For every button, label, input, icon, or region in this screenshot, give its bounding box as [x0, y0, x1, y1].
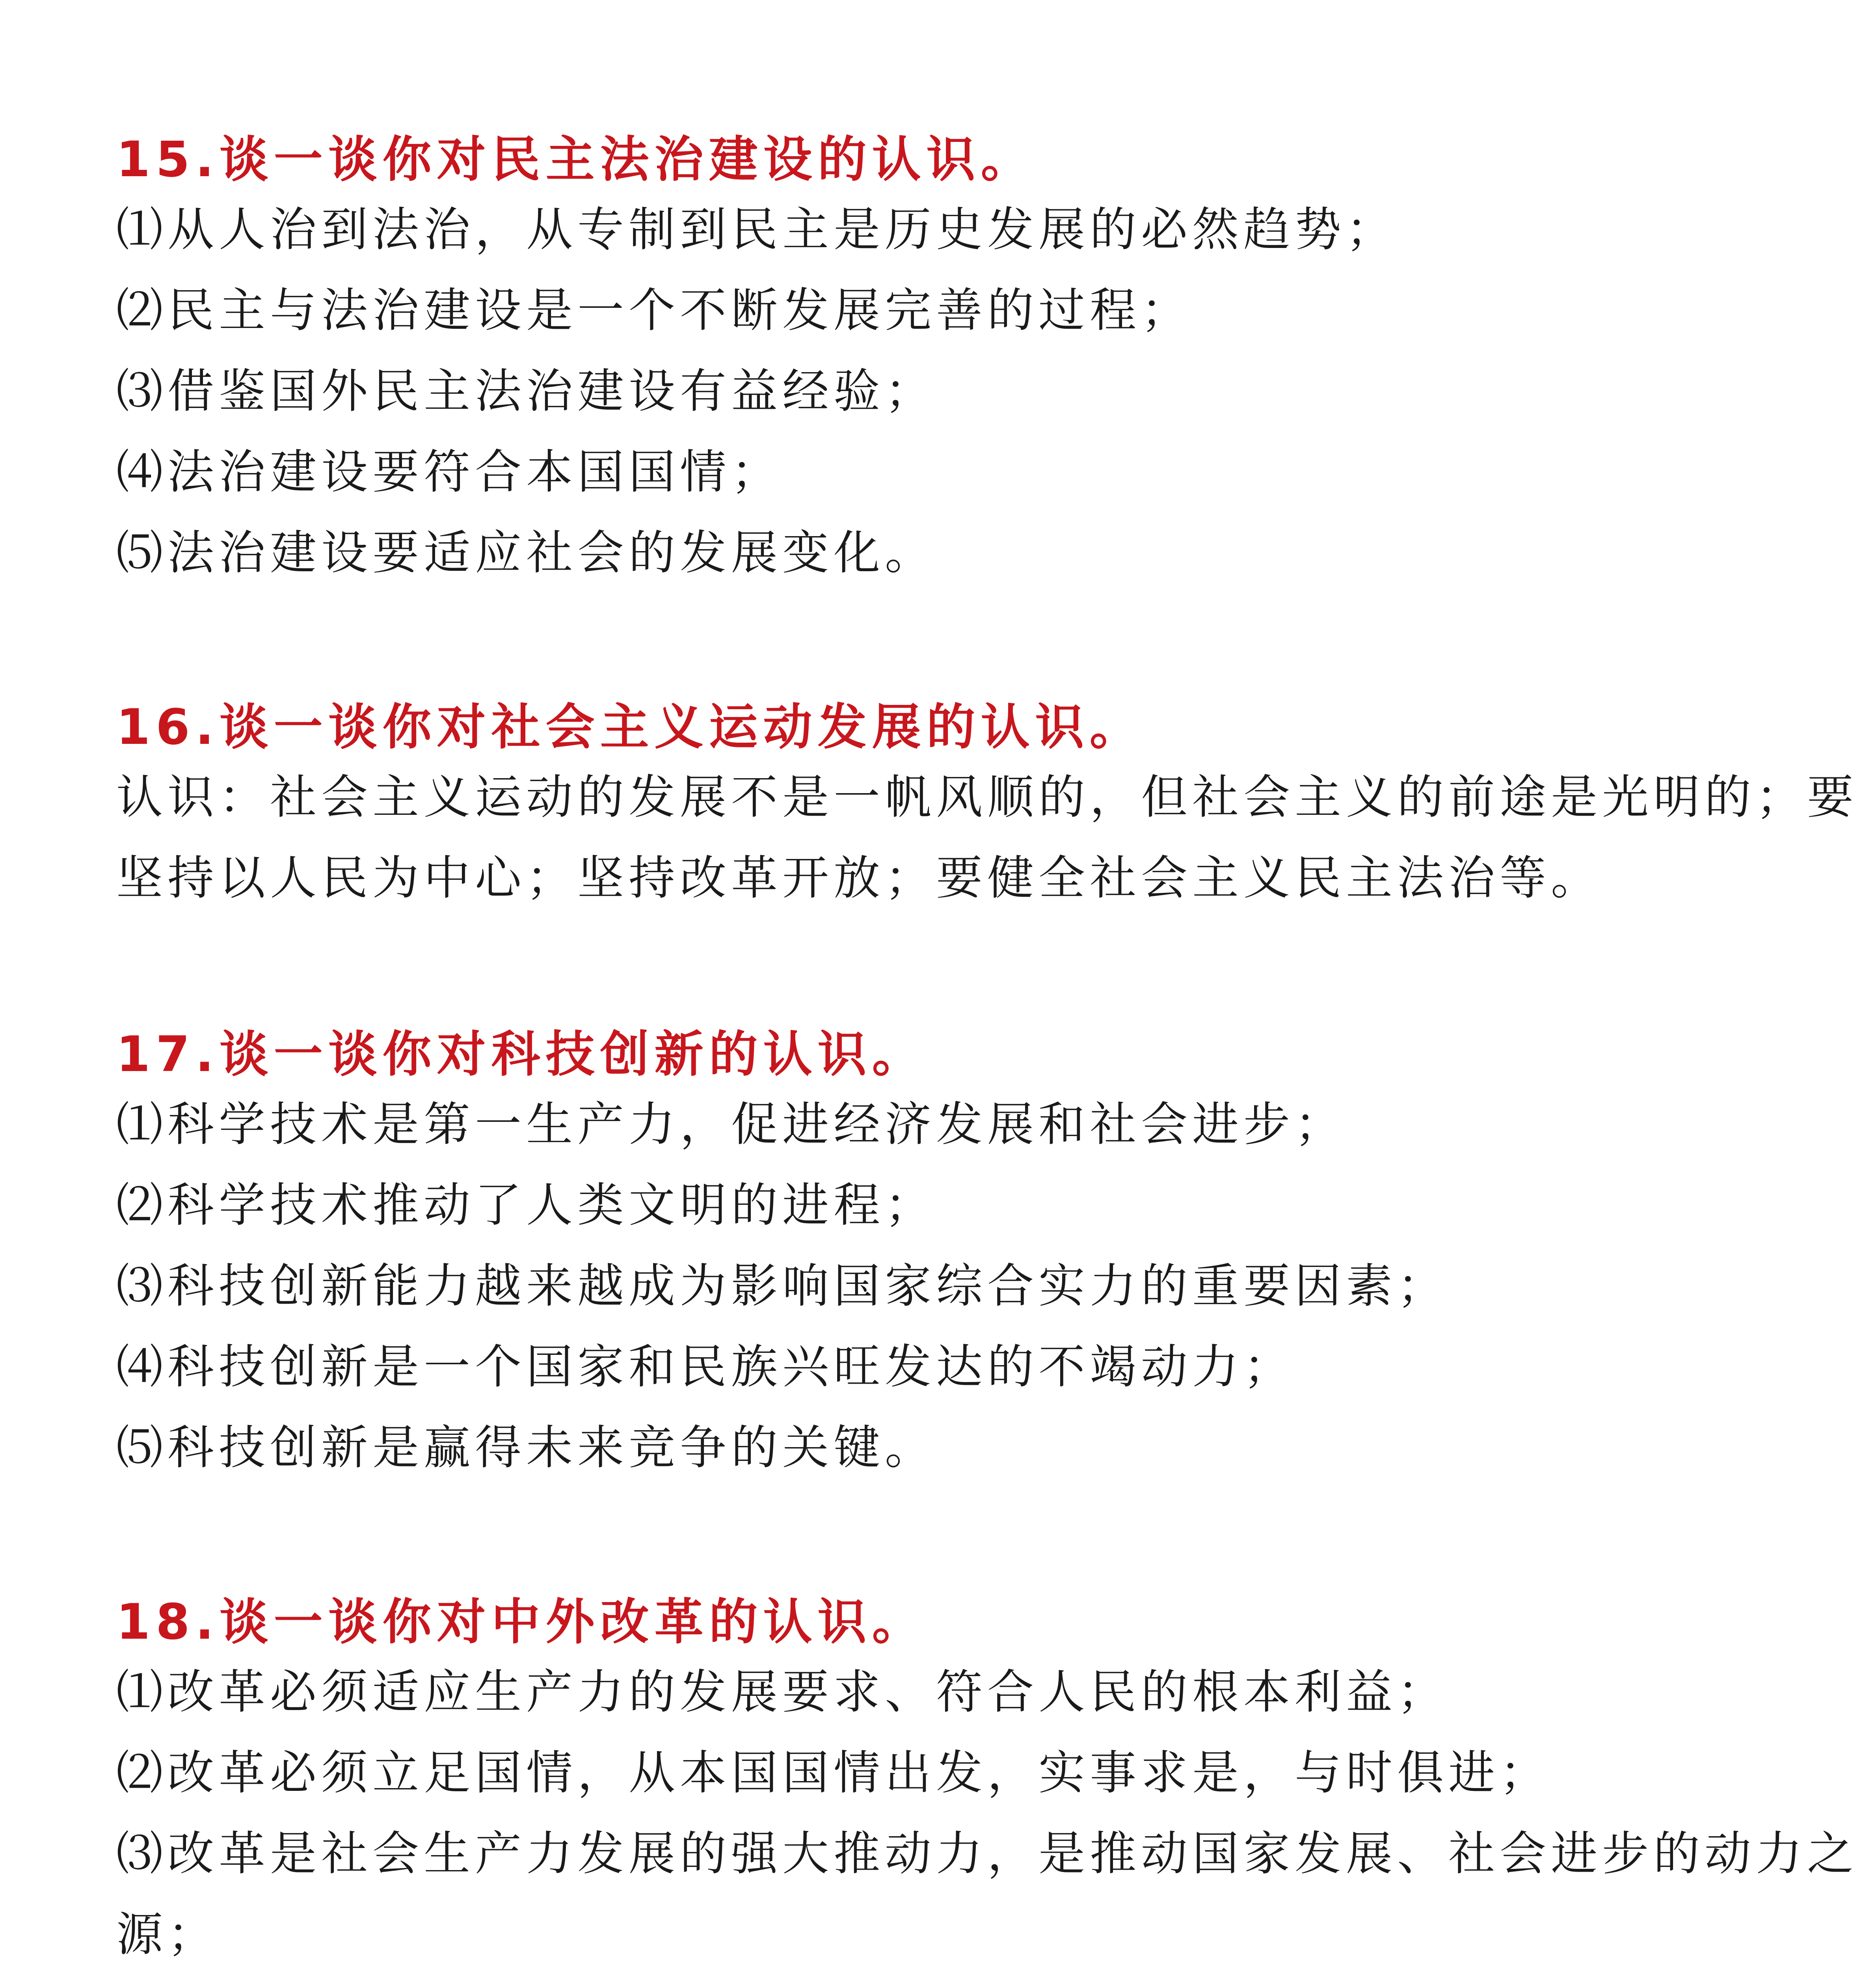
- section-15-heading: 15.谈一谈你对民主法治建设的认识。: [116, 131, 1035, 188]
- list-item: ⑶改革是社会生产力发展的强大推动力，是推动国家发展、社会进步的动力之: [116, 1826, 1859, 1881]
- section-16-paragraph: [116, 757, 1859, 918]
- list-item: 源；: [116, 1907, 219, 1962]
- list-item: ⑵科学技术推动了人类文明的进程；: [116, 1178, 936, 1232]
- section-15: [116, 130, 1764, 593]
- section-16-heading: 16.谈一谈你对社会主义运动发展的认识。: [116, 699, 1144, 756]
- section-17-list: [116, 1084, 1764, 1488]
- section-18-list: [116, 1652, 1859, 1971]
- list-item: ⑵改革必须立足国情，从本国国情出发，实事求是，与时俱进；: [116, 1746, 1551, 1800]
- section-18: [116, 1593, 1859, 1971]
- paragraph-line: 认识：社会主义运动的发展不是一帆风顺的，但社会主义的前途是光明的；要: [116, 770, 1859, 824]
- list-item: ⑴科学技术是第一生产力，促进经济发展和社会进步；: [116, 1097, 1346, 1151]
- paragraph-line: 坚持以人民为中心；坚持改革开放；要健全社会主义民主法治等。: [116, 851, 1602, 905]
- list-item: ⑷科技创新是一个国家和民族兴旺发达的不竭动力；: [116, 1339, 1295, 1394]
- list-item: ⑶借鉴国外民主法治建设有益经验；: [116, 364, 936, 418]
- section-16: [116, 698, 1859, 918]
- list-item: ⑸科技创新是赢得未来竞争的关键。: [116, 1420, 936, 1475]
- list-item: ⑸法治建设要适应社会的发展变化。: [116, 525, 936, 580]
- section-17-heading: 17.谈一谈你对科技创新的认识。: [116, 1026, 927, 1083]
- list-item: ⑴改革必须适应生产力的发展要求、符合人民的根本利益；: [116, 1665, 1449, 1719]
- list-item: ⑴从人治到法治，从专制到民主是历史发展的必然趋势；: [116, 202, 1398, 257]
- list-item: ⑶科技创新能力越来越成为影响国家综合实力的重要因素；: [116, 1259, 1449, 1313]
- list-item: ⑷法治建设要符合本国国情；: [116, 445, 783, 499]
- section-15-list: [116, 189, 1764, 593]
- section-17: [116, 1025, 1764, 1488]
- section-18-heading: 18.谈一谈你对中外改革的认识。: [116, 1594, 927, 1651]
- list-item: ⑵民主与法治建设是一个不断发展完善的过程；: [116, 283, 1193, 337]
